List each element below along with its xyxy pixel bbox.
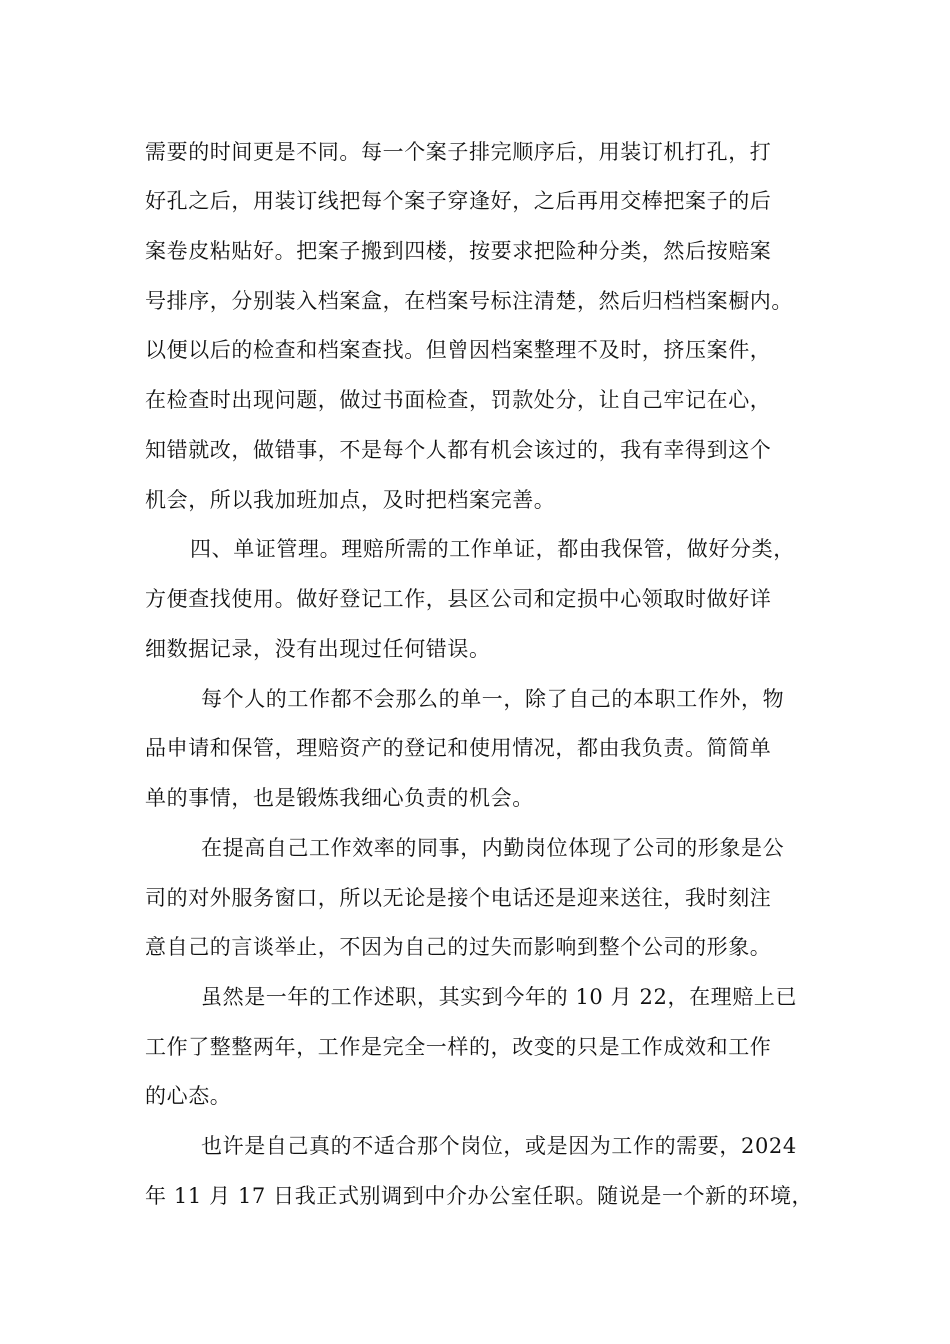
text-line: 以便以后的检查和档案查找。但曾因档案整理不及时，挤压案件， <box>145 338 772 362</box>
text-line-indented: 每个人的工作都不会那么的单一，除了自己的本职工作外，物 <box>201 687 785 711</box>
text-line: 年 11 月 17 日我正式别调到中介办公室任职。随说是一个新的环境， <box>145 1184 814 1208</box>
text-line: 知错就改，做错事，不是每个人都有机会该过的，我有幸得到这个 <box>145 438 772 462</box>
text-line: 案卷皮粘贴好。把案子搬到四楼，按要求把险种分类，然后按赔案 <box>145 239 772 263</box>
text-line: 号排序，分别装入档案盒，在档案号标注清楚，然后归档档案橱内。 <box>145 289 793 313</box>
text-line-indented: 在提高自己工作效率的同事，内勤岗位体现了公司的形象是公 <box>201 836 785 860</box>
text-line-indented: 也许是自己真的不适合那个岗位，或是因为工作的需要，2024 <box>201 1134 797 1158</box>
text-line: 单的事情，也是锻炼我细心负责的机会。 <box>145 786 534 810</box>
text-line: 好孔之后，用装订线把每个案子穿逢好，之后再用交棒把案子的后 <box>145 189 772 213</box>
text-line: 品申请和保管，理赔资产的登记和使用情况，都由我负责。简简单 <box>145 736 772 760</box>
text-line: 司的对外服务窗口，所以无论是接个电话还是迎来送往，我时刻注 <box>145 886 772 910</box>
text-line: 需要的时间更是不同。每一个案子排完顺序后，用装订机打孔，打 <box>145 140 772 164</box>
text-line: 在检查时出现问题，做过书面检查，罚款处分，让自己牢记在心， <box>145 388 772 412</box>
text-line-indented: 四、单证管理。理赔所需的工作单证，都由我保管，做好分类， <box>190 537 795 561</box>
text-line: 意自己的言谈举止，不因为自己的过失而影响到整个公司的形象。 <box>145 935 772 959</box>
text-line: 机会，所以我加班加点，及时把档案完善。 <box>145 488 556 512</box>
text-line: 方便查找使用。做好登记工作，县区公司和定损中心领取时做好详 <box>145 587 772 611</box>
text-line: 的心态。 <box>145 1084 232 1108</box>
text-line: 细数据记录，没有出现过任何错误。 <box>145 637 491 661</box>
text-line-indented: 虽然是一年的工作述职，其实到今年的 10 月 22，在理赔上已 <box>201 985 798 1009</box>
text-line: 工作了整整两年，工作是完全一样的，改变的只是工作成效和工作 <box>145 1035 772 1059</box>
